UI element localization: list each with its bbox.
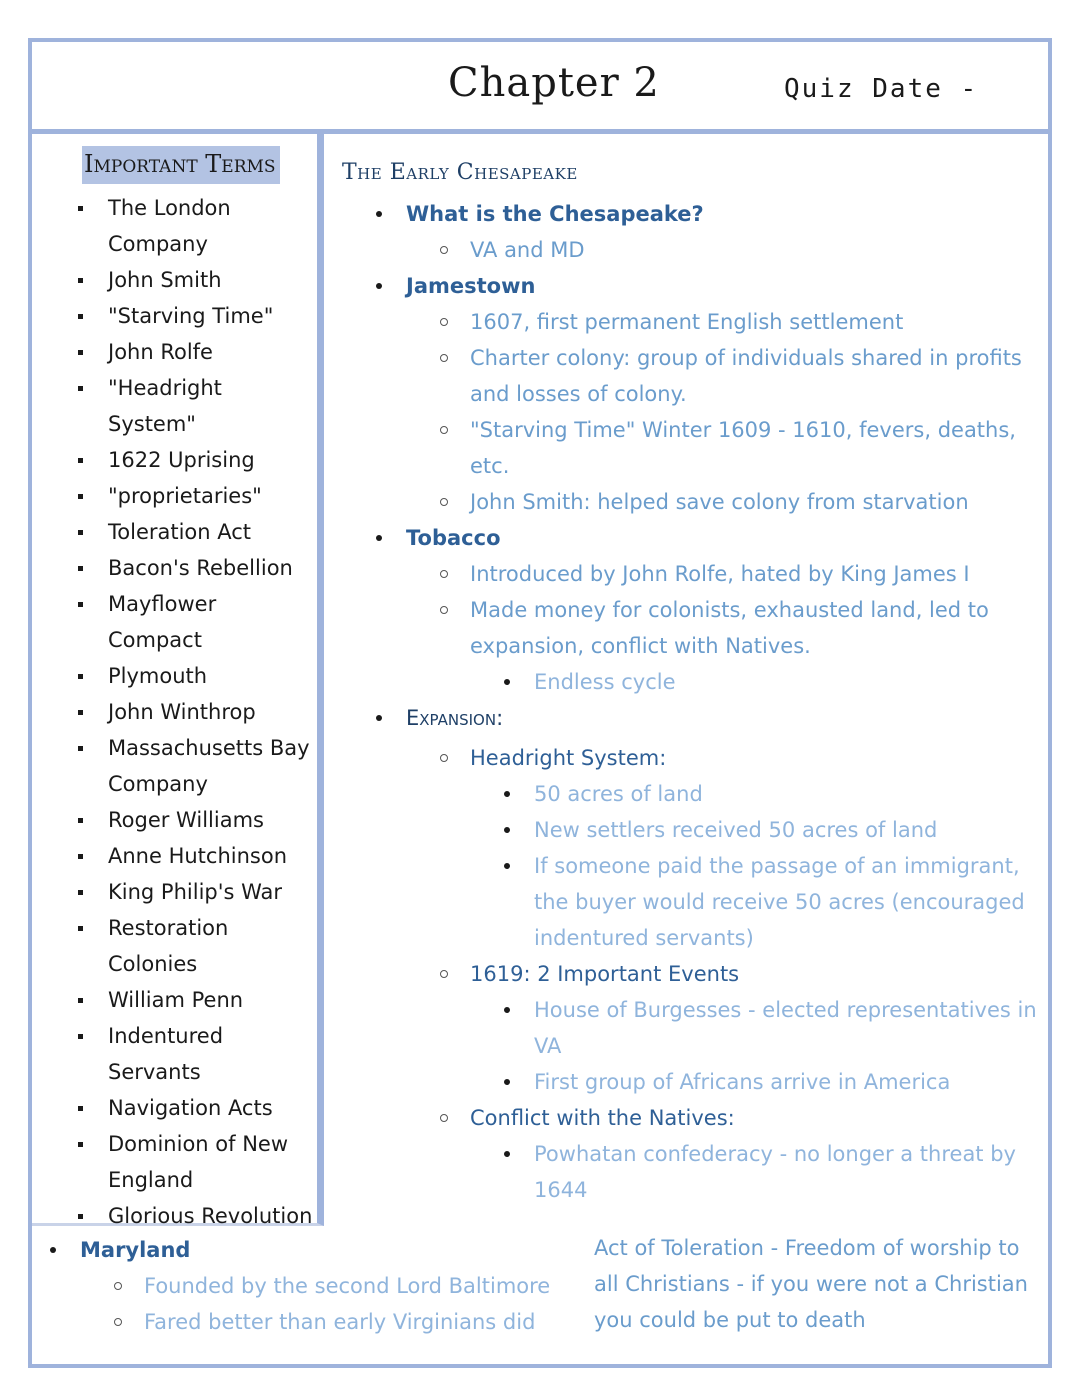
terms-list (76, 190, 316, 1234)
page-title: Chapter 2 (448, 60, 660, 106)
term-item: The London Company (76, 190, 316, 262)
note-line: Made money for colonists, exhausted land, led to (470, 592, 989, 628)
note-line: 1607, first permanent English settlement (470, 304, 903, 340)
note-line: VA (534, 1034, 562, 1058)
term-item: Roger Williams (76, 802, 316, 838)
term-item: Mayflower Compact (76, 586, 316, 658)
term-item: King Philip's War (76, 874, 316, 910)
heading-jamestown: Jamestown (406, 268, 535, 304)
note-line: First group of Africans arrive in America (534, 1064, 950, 1100)
term-item: "Headright System" (76, 370, 316, 442)
term-item: William Penn (76, 982, 316, 1018)
note-line: Charter colony: group of individuals shared in profits (470, 340, 1022, 376)
term-item: "proprietaries" (76, 478, 316, 514)
note-line: Fared better than early Virginians did (144, 1304, 535, 1340)
note-line: "Starving Time" Winter 1609 - 1610, fevers, deaths, (470, 412, 1016, 448)
note-line: John Smith: helped save colony from starvation (470, 484, 969, 520)
term-item: John Rolfe (76, 334, 316, 370)
term-item: Navigation Acts (76, 1090, 316, 1126)
heading-maryland: Maryland (80, 1232, 190, 1268)
note-line: the buyer would receive 50 acres (encouraged (534, 890, 1025, 914)
subheading-headright: Headright System: (470, 740, 666, 776)
note-line: New settlers received 50 acres of land (534, 812, 937, 848)
term-item: Dominion of New England (76, 1126, 316, 1198)
heading-tobacco: Tobacco (406, 520, 501, 556)
term-item: Bacon's Rebellion (76, 550, 316, 586)
note-line: If someone paid the passage of an immigrant, (534, 848, 1020, 884)
term-item: Toleration Act (76, 514, 316, 550)
note-line: 1644 (534, 1178, 588, 1202)
subheading-conflict: Conflict with the Natives: (470, 1100, 735, 1136)
header (28, 38, 1052, 134)
heading-expansion: Expansion: (406, 700, 503, 736)
note-line: Introduced by John Rolfe, hated by King James I (470, 556, 970, 592)
quiz-date: Quiz Date - (784, 74, 979, 104)
note-line: Founded by the second Lord Baltimore (144, 1268, 550, 1304)
term-item: John Winthrop (76, 694, 316, 730)
terms-heading: Important Terms (82, 146, 280, 184)
term-item: Plymouth (76, 658, 316, 694)
toleration-note: all Christians - if you were not a Christian (594, 1272, 1028, 1296)
note-line: Powhatan confederacy - no longer a threat by (534, 1136, 1016, 1172)
term-item: Massachusetts Bay Company (76, 730, 316, 802)
question-chesapeake: What is the Chesapeake? (406, 196, 704, 232)
term-item: "Starving Time" (76, 298, 316, 334)
term-item: 1622 Uprising (76, 442, 316, 478)
note-line: indentured servants) (534, 926, 754, 950)
note-line: House of Burgesses - elected representatives in (534, 992, 1037, 1028)
term-item: Glorious Revolution (76, 1198, 316, 1234)
term-item: Indentured Servants (76, 1018, 316, 1090)
note-line: Endless cycle (534, 664, 676, 700)
note-line: expansion, conflict with Natives. (470, 634, 811, 658)
note-line: and losses of colony. (470, 382, 687, 406)
section-title: The Early Chesapeake (342, 160, 578, 185)
subheading-events: 1619: 2 Important Events (470, 956, 739, 992)
toleration-note: Act of Toleration - Freedom of worship to (594, 1236, 1020, 1260)
toleration-note: you could be put to death (594, 1308, 866, 1332)
term-item: Restoration Colonies (76, 910, 316, 982)
term-item: Anne Hutchinson (76, 838, 316, 874)
note-line: 50 acres of land (534, 776, 703, 812)
note-line: VA and MD (470, 232, 585, 268)
note-line: etc. (470, 454, 510, 478)
term-item: John Smith (76, 262, 316, 298)
